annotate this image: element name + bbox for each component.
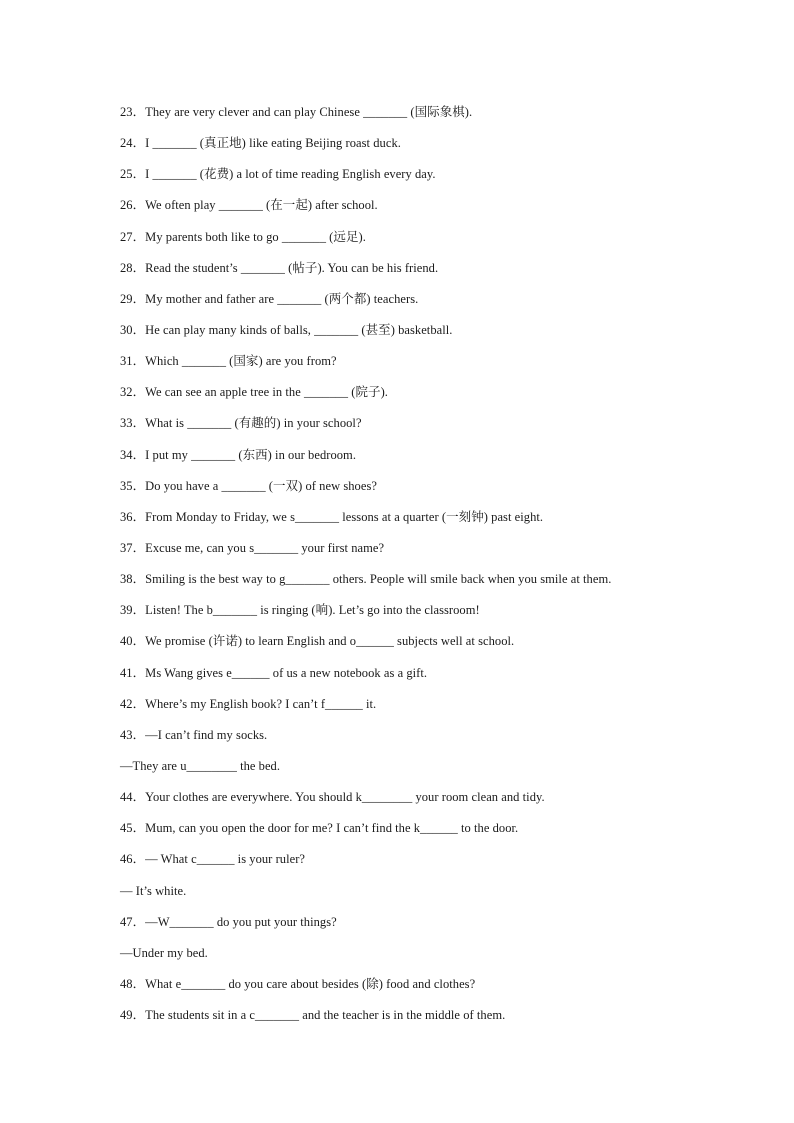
- exercise-line: 29．My mother and father are _______ (两个都) teachers.: [120, 291, 419, 306]
- exercise-line: 38．Smiling is the best way to g_______ others. People will smile back when you smile at them.: [120, 572, 612, 587]
- exercise-line: 24．I _______ (真正地) like eating Beijing roast duck.: [120, 136, 401, 151]
- answer-line: —They are u________ the bed.: [120, 758, 281, 773]
- exercise-line: 23．They are very clever and can play Chinese _______ (国际象棋).: [120, 105, 473, 119]
- exercise-line: 28．Read the student’s _______ (帖子). You can be his friend.: [120, 260, 439, 275]
- exercise-line: 33．What is _______ (有趣的) in your school?: [120, 416, 362, 431]
- exercise-line: 49．The students sit in a c_______ and the teacher is in the middle of them.: [120, 1008, 506, 1023]
- exercise-line: 43．—I can’t find my socks.: [120, 727, 268, 742]
- exercise-line: 45．Mum, can you open the door for me? I can’t find the k______ to the door.: [120, 821, 519, 836]
- exercise-list: [120, 102, 760, 1036]
- answer-line: — It’s white.: [120, 883, 187, 898]
- exercise-line: 32．We can see an apple tree in the _______ (院子).: [120, 385, 388, 400]
- exercise-line: 30．He can play many kinds of balls, _______ (甚至) basketball.: [120, 322, 453, 337]
- exercise-line: 44．Your clothes are everywhere. You should k________ your room clean and tidy.: [120, 790, 545, 805]
- exercise-line: 47．—W_______ do you put your things?: [120, 914, 337, 929]
- exercise-line: 31．Which _______ (国家) are you from?: [120, 354, 337, 369]
- exercise-line: 39．Listen! The b_______ is ringing (响). Let’s go into the classroom!: [120, 603, 480, 618]
- exercise-line: 40．We promise (许诺) to learn English and o______ subjects well at school.: [120, 634, 515, 649]
- exercise-line: 36．From Monday to Friday, we s_______ lessons at a quarter (一刻钟) past eight.: [120, 509, 544, 524]
- exercise-line: 34．I put my _______ (东西) in our bedroom.: [120, 447, 357, 462]
- exercise-line: 35．Do you have a _______ (一双) of new shoes?: [120, 478, 377, 493]
- exercise-line: 25．I _______ (花费) a lot of time reading English every day.: [120, 167, 436, 182]
- exercise-line: 42．Where’s my English book? I can’t f______ it.: [120, 696, 377, 711]
- exercise-line: 37．Excuse me, can you s_______ your first name?: [120, 540, 385, 555]
- answer-line: —Under my bed.: [120, 945, 208, 960]
- exercise-line: 48．What e_______ do you care about besides (除) food and clothes?: [120, 976, 476, 991]
- exercise-line: 26．We often play _______ (在一起) after school.: [120, 198, 378, 213]
- exercise-line: 46．— What c______ is your ruler?: [120, 852, 306, 867]
- exercise-line: 41．Ms Wang gives e______ of us a new notebook as a gift.: [120, 665, 428, 680]
- exercise-line: 27．My parents both like to go _______ (远足).: [120, 229, 366, 244]
